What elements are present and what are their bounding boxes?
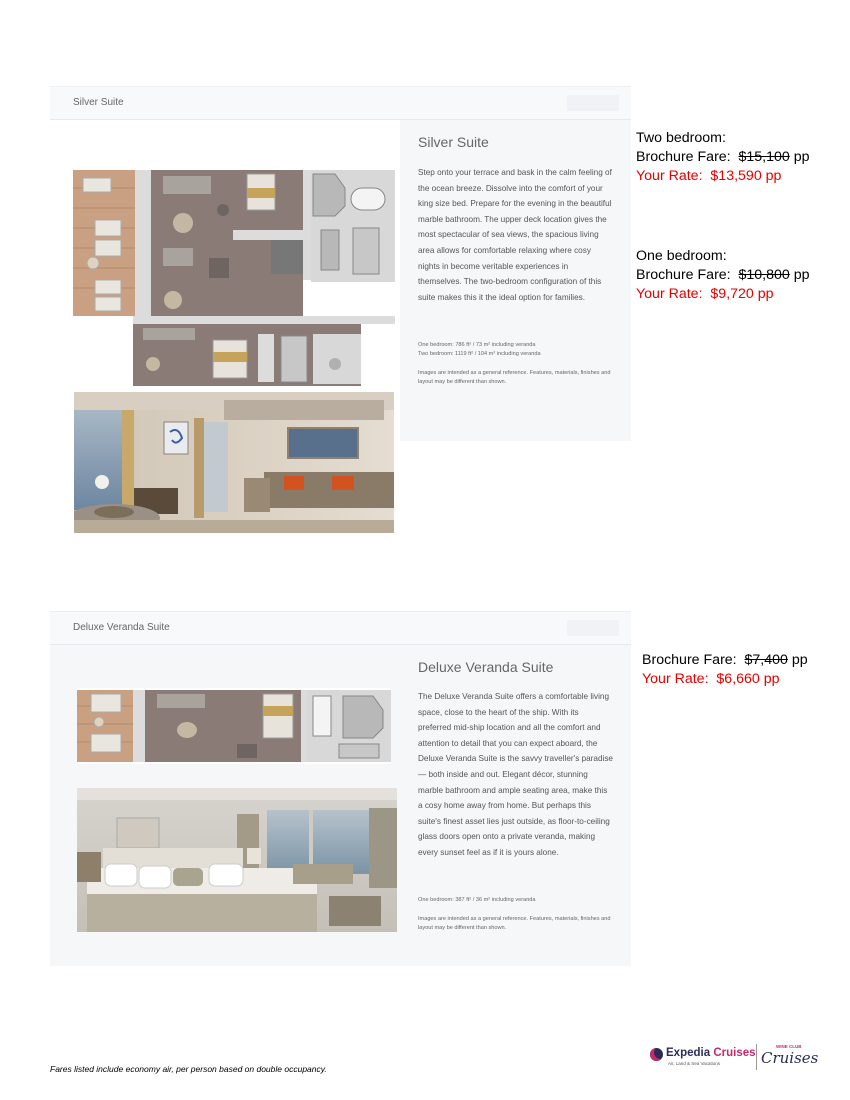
fare-deluxe-veranda (642, 651, 808, 689)
your-rate-label: Your Rate: (636, 168, 703, 184)
brochure-fare-line (636, 148, 810, 167)
your-rate-label: Your Rate: (636, 286, 703, 302)
brochure-fare-line (642, 651, 808, 670)
living-room-image (74, 392, 394, 533)
brochure-fare-label: Brochure Fare: (642, 652, 737, 668)
logo-expedia-text: Expedia (666, 1047, 711, 1059)
floorplan-drawing (73, 168, 395, 386)
silver-suite-floorplan (73, 168, 395, 386)
suite-card-header[interactable] (50, 611, 631, 645)
suite-image-disclaimer: Images are intended as a general reference. Features, materials, finishes and layout may be different than shown. (418, 370, 611, 385)
suite-image-disclaimer: Images are intended as a general reference. Features, materials, finishes and layout may be different than shown. (418, 916, 611, 931)
header-placeholder-button (567, 95, 619, 111)
fare-silver-one-bedroom (636, 247, 810, 304)
your-rate-price: $13,590 pp (710, 168, 782, 184)
cruises-script-logo: Cruises (761, 1049, 819, 1067)
suite-description: The Deluxe Veranda Suite offers a comfortable living space, close to the heart of the ship. With its preferred mid-ship location and all the comfort and attention to detail that you can expect aboard, the Deluxe Veranda Suite is the savvy traveller's paradise — both inside and out. Elegant décor, stunning marble bathroom and ample seating area, make this a cosy home away from home. But perhaps this suite's finest asset lies just outside, as floor-to-ceiling glass doors open onto a private veranda, making every sunset feel as if it is yours alone. (418, 692, 613, 857)
deluxe-veranda-floorplan (77, 688, 391, 764)
brochure-fare-suffix: pp (791, 652, 808, 668)
fare-heading: One bedroom: (636, 248, 727, 264)
expedia-cruises-logo (648, 1042, 818, 1074)
logo-cruises-text: Cruises (713, 1047, 756, 1059)
logo-wordmark (666, 1047, 756, 1059)
brochure-fare-label: Brochure Fare: (636, 267, 731, 283)
your-rate-label: Your Rate: (642, 671, 709, 687)
wine-club-label: WINE CLUB (776, 1044, 802, 1049)
bedroom-image (77, 788, 397, 932)
brochure-fare-suffix: pp (793, 267, 810, 283)
fares-footnote: Fares listed include economy air, per person based on double occupancy. (50, 1064, 327, 1074)
logo-tagline: Air, Land & Sea Vacations (668, 1061, 720, 1066)
brochure-fare-line (636, 266, 810, 285)
brochure-fare-price: $10,800 (738, 267, 790, 283)
floorplan-drawing (77, 688, 391, 764)
fare-heading: Two bedroom: (636, 130, 726, 146)
suite-title: Silver Suite (418, 134, 489, 150)
brochure-fare-price: $7,400 (744, 652, 788, 668)
your-rate-price: $9,720 pp (710, 286, 774, 302)
brochure-fare-label: Brochure Fare: (636, 149, 731, 165)
suite-size-one-bedroom: One bedroom: 786 ft² / 73 m² including veranda (418, 342, 536, 348)
silver-suite-living-room-photo (74, 392, 394, 533)
expedia-globe-icon (650, 1048, 663, 1061)
suite-title: Deluxe Veranda Suite (418, 659, 554, 675)
suite-description: Step onto your terrace and bask in the calm feeling of the ocean breeze. Dissolve into the comfort of your king size bed. Prepare for the evening in the beautiful marble bathroom. The upper deck location gives the most spectacular of sea views, the spacious living area allows for comfortable relaxing where cosy nights in become veritable experiences in themselves. The two-bedroom configuration of this suite makes this it the ideal option for families. (418, 168, 612, 302)
brochure-fare-price: $15,100 (738, 149, 790, 165)
suite-header-label: Silver Suite (73, 97, 124, 108)
your-rate-line (642, 670, 808, 689)
deluxe-veranda-bedroom-photo (77, 788, 397, 932)
header-placeholder-button (567, 620, 619, 636)
suite-size-two-bedroom: Two bedroom: 1119 ft² / 104 m² including veranda (418, 351, 541, 357)
brochure-fare-suffix: pp (793, 149, 810, 165)
logo-divider (756, 1044, 757, 1070)
suite-header-label: Deluxe Veranda Suite (73, 622, 170, 633)
your-rate-line (636, 285, 810, 304)
suite-card-header[interactable] (50, 86, 631, 120)
your-rate-line (636, 167, 810, 186)
your-rate-price: $6,660 pp (716, 671, 780, 687)
suite-size-one-bedroom: One bedroom: 387 ft² / 36 m² including veranda (418, 897, 536, 903)
fare-silver-two-bedroom (636, 129, 810, 186)
